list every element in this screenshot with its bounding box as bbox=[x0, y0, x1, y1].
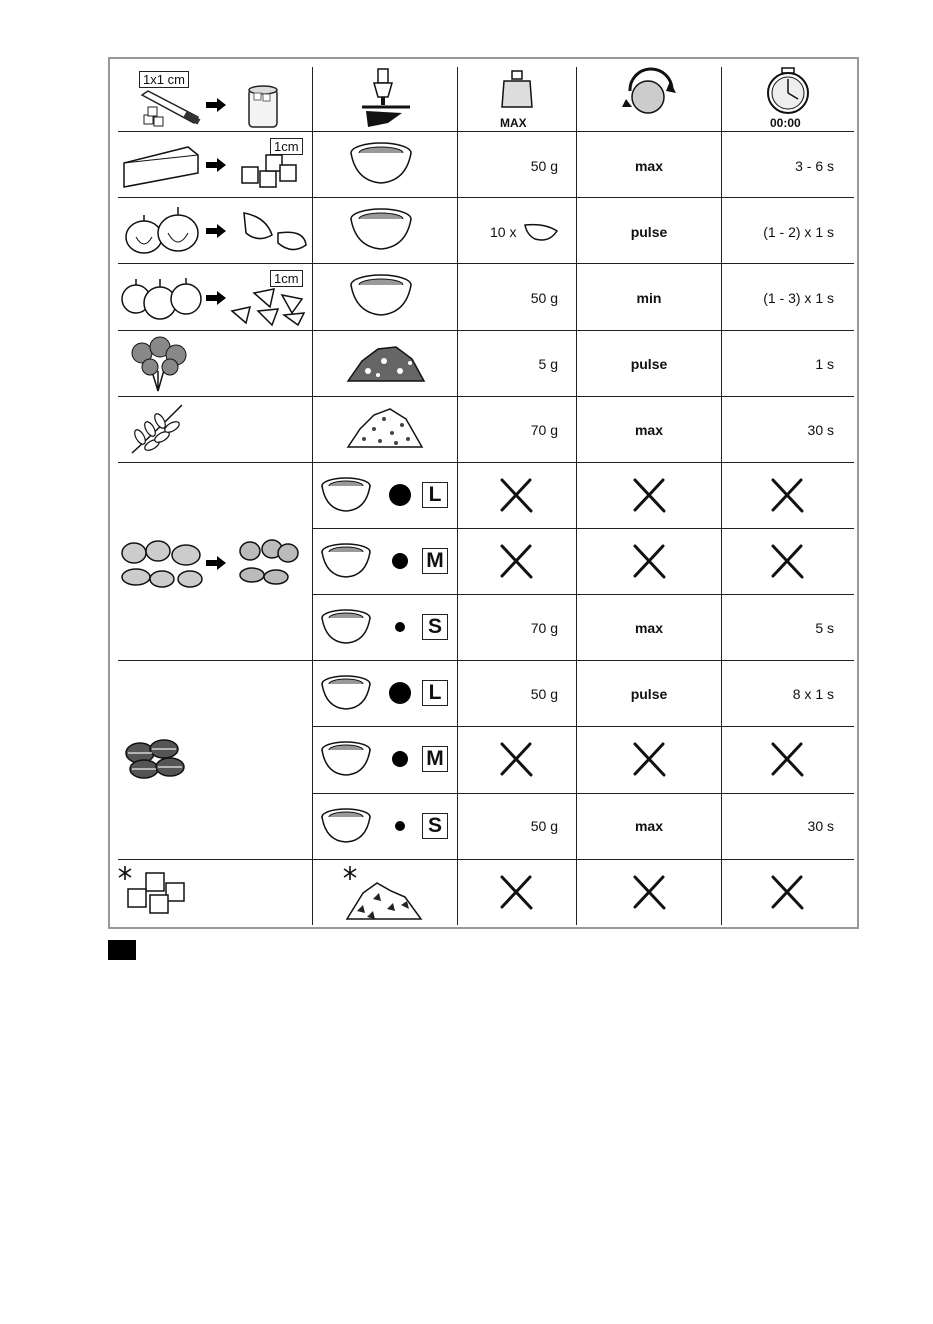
cross-icon bbox=[498, 741, 534, 777]
row-divider bbox=[118, 859, 854, 860]
row-divider bbox=[312, 726, 854, 727]
arrow-icon bbox=[205, 290, 227, 306]
cross-icon bbox=[769, 543, 805, 579]
column-divider bbox=[312, 67, 313, 925]
bowl-size-label: L bbox=[422, 680, 448, 706]
time-value: (1 - 3) x 1 s bbox=[763, 290, 834, 306]
recipe-table bbox=[108, 57, 859, 929]
bowl-size-label: L bbox=[422, 482, 448, 508]
arrow-icon bbox=[205, 157, 227, 173]
time-value: 8 x 1 s bbox=[792, 686, 834, 702]
amount-value: 50 g bbox=[530, 686, 558, 702]
onion-icon bbox=[120, 273, 204, 325]
speed-value: pulse bbox=[630, 356, 668, 372]
parsley-icon bbox=[128, 335, 192, 393]
weight-icon bbox=[500, 69, 534, 109]
row-divider bbox=[118, 396, 854, 397]
cheese-cubes-icon bbox=[238, 153, 300, 193]
cross-icon bbox=[769, 477, 805, 513]
time-value: 1 s bbox=[815, 356, 834, 372]
speed-value: pulse bbox=[630, 686, 668, 702]
ice-cubes-icon bbox=[124, 869, 190, 921]
arrow-icon bbox=[205, 555, 227, 571]
max-label: MAX bbox=[500, 116, 527, 130]
row-divider bbox=[312, 528, 854, 529]
cheese-icon bbox=[122, 143, 200, 189]
garlic-icon bbox=[122, 205, 204, 257]
size-dot bbox=[392, 553, 408, 569]
bowl-size-label: M bbox=[422, 746, 448, 772]
time-value: 30 s bbox=[807, 422, 834, 438]
row-divider bbox=[118, 462, 854, 463]
column-divider bbox=[457, 67, 458, 925]
size-dot bbox=[395, 821, 405, 831]
arrow-icon bbox=[205, 223, 227, 239]
cross-icon bbox=[769, 874, 805, 910]
cross-icon bbox=[631, 543, 667, 579]
bowl-icon bbox=[320, 608, 372, 648]
garlic-qty-prefix: 10 x bbox=[490, 224, 517, 240]
speed-value: max bbox=[634, 158, 664, 174]
bowl-icon bbox=[320, 740, 372, 780]
bowl-icon bbox=[320, 476, 372, 516]
language-marker bbox=[108, 940, 136, 960]
time-value: 5 s bbox=[815, 620, 834, 636]
cross-icon bbox=[769, 741, 805, 777]
row-divider bbox=[118, 197, 854, 198]
bowl-size-label: M bbox=[422, 548, 448, 574]
column-divider bbox=[721, 67, 722, 925]
row-divider bbox=[118, 263, 854, 264]
amount-value: 50 g bbox=[530, 818, 558, 834]
timer-icon bbox=[762, 67, 814, 115]
bowl-icon bbox=[348, 141, 414, 189]
crushed-ice-icon bbox=[343, 877, 425, 921]
chopped-herbs-icon bbox=[344, 341, 428, 385]
amount-value: 50 g bbox=[530, 158, 558, 174]
garlic-clove-icon bbox=[523, 221, 559, 243]
row-divider bbox=[312, 793, 854, 794]
row-divider bbox=[312, 594, 854, 595]
container-icon bbox=[246, 83, 280, 131]
speed-value: max bbox=[634, 818, 664, 834]
ground-grain-icon bbox=[344, 405, 428, 451]
chopped-nuts-icon bbox=[238, 537, 302, 591]
bowl-size-label: S bbox=[422, 614, 448, 640]
time-value: 30 s bbox=[807, 818, 834, 834]
size-dot bbox=[389, 484, 411, 506]
bowl-icon bbox=[320, 674, 372, 714]
row-divider bbox=[118, 131, 854, 132]
row-divider bbox=[118, 330, 854, 331]
timer-label: 00:00 bbox=[770, 116, 801, 130]
cross-icon bbox=[631, 741, 667, 777]
size-dot bbox=[395, 622, 405, 632]
amount-value: 5 g bbox=[538, 356, 558, 372]
speed-value: max bbox=[634, 422, 664, 438]
size-label: 1cm bbox=[270, 270, 303, 287]
blender-hand-icon bbox=[358, 67, 418, 131]
size-dot bbox=[392, 751, 408, 767]
amount-value: 70 g bbox=[530, 620, 558, 636]
nuts-icon bbox=[120, 537, 204, 593]
grain-icon bbox=[126, 401, 190, 457]
cross-icon bbox=[498, 874, 534, 910]
cross-icon bbox=[498, 477, 534, 513]
bowl-icon bbox=[320, 807, 372, 847]
size-dot bbox=[389, 682, 411, 704]
bowl-icon bbox=[320, 542, 372, 582]
speed-value: pulse bbox=[630, 224, 668, 240]
onion-pieces-icon bbox=[228, 285, 308, 327]
amount-value: 50 g bbox=[530, 290, 558, 306]
bowl-size-label: S bbox=[422, 813, 448, 839]
speed-dial-icon bbox=[616, 73, 680, 117]
bowl-icon bbox=[348, 273, 414, 321]
cross-icon bbox=[498, 543, 534, 579]
time-value: (1 - 2) x 1 s bbox=[763, 224, 834, 240]
size-label: 1cm bbox=[270, 138, 303, 155]
row-divider bbox=[118, 660, 854, 661]
cube-size-label: 1x1 cm bbox=[139, 71, 189, 88]
speed-value: min bbox=[636, 290, 662, 306]
arrow-icon bbox=[205, 97, 227, 113]
cross-icon bbox=[631, 477, 667, 513]
time-value: 3 - 6 s bbox=[795, 158, 834, 174]
column-divider bbox=[576, 67, 577, 925]
amount-value: 70 g bbox=[530, 422, 558, 438]
coffee-beans-icon bbox=[124, 739, 188, 779]
speed-value: max bbox=[634, 620, 664, 636]
bowl-icon bbox=[348, 207, 414, 255]
garlic-cloves-icon bbox=[238, 209, 310, 255]
cross-icon bbox=[631, 874, 667, 910]
